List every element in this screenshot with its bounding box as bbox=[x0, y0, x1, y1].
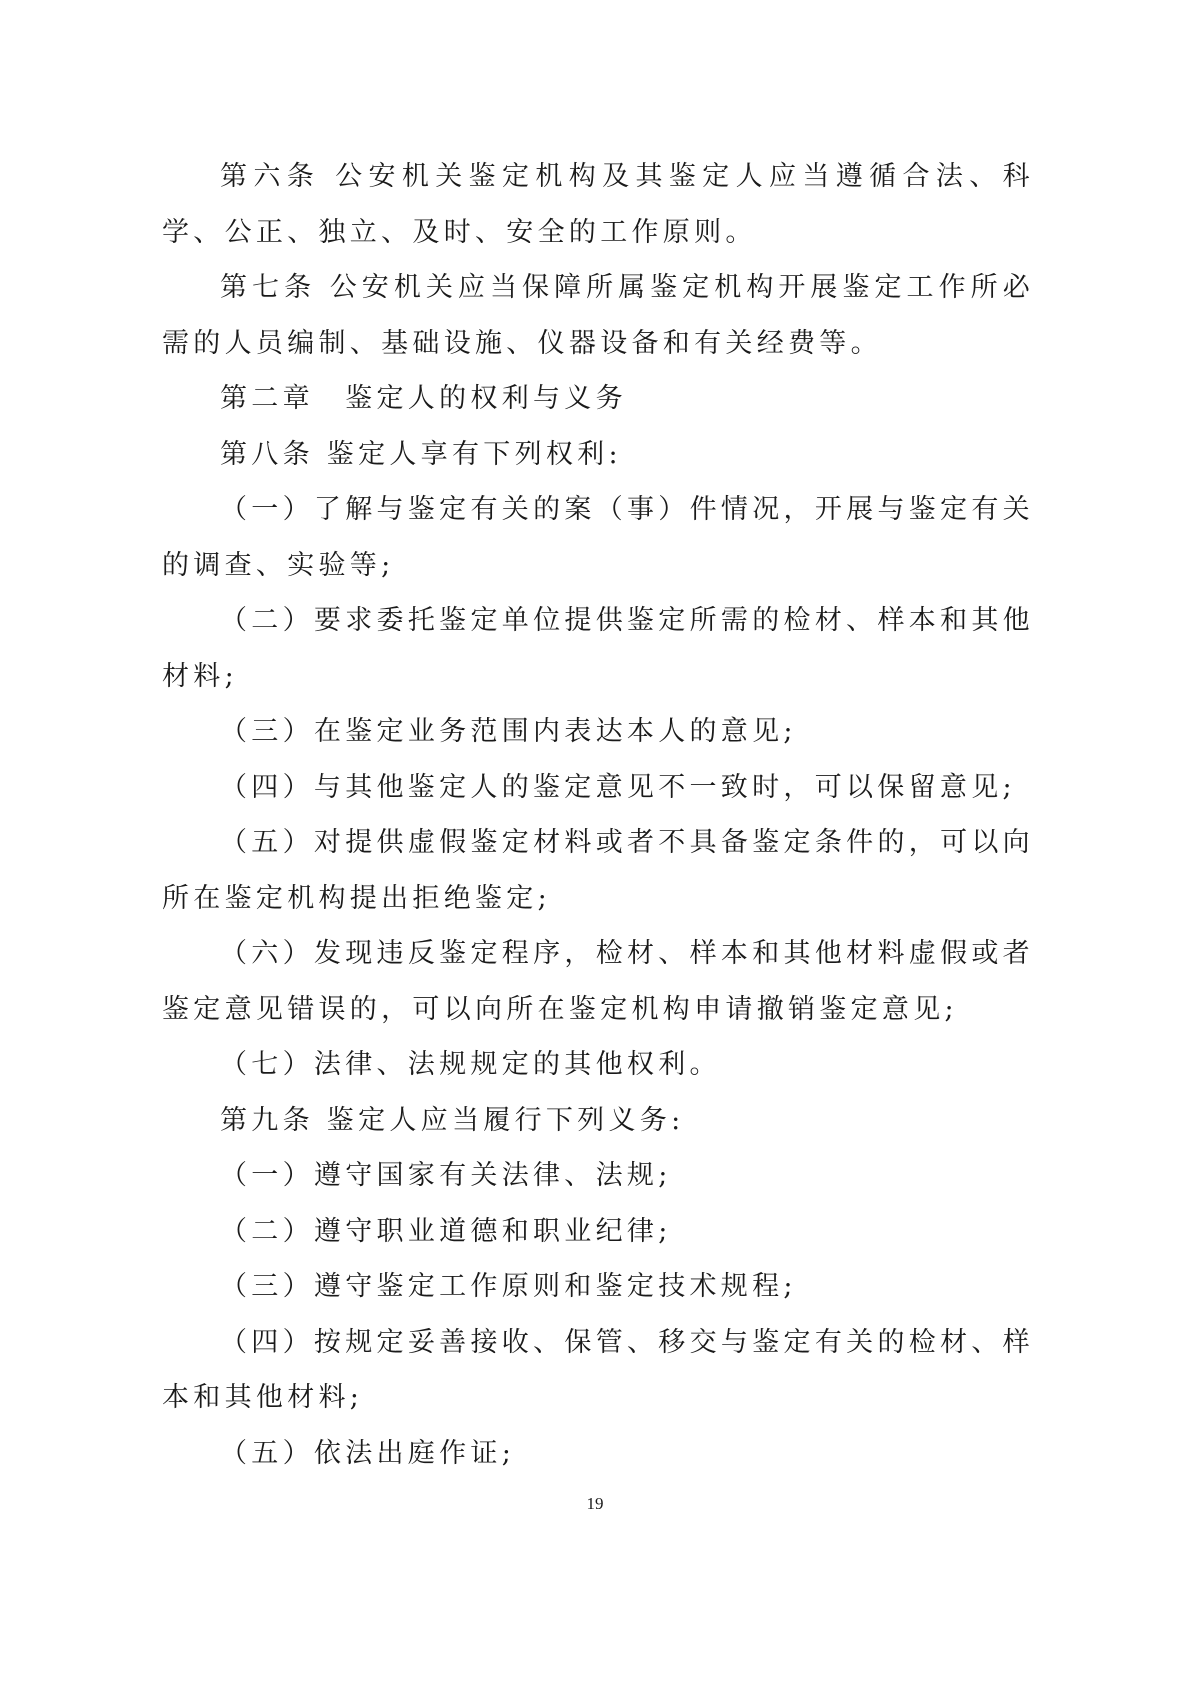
article-8-item-2: （二）要求委托鉴定单位提供鉴定所需的检材、样本和其他材料; bbox=[162, 605, 1034, 692]
article-8-item-5: （五）对提供虚假鉴定材料或者不具备鉴定条件的，可以向所在鉴定机构提出拒绝鉴定; bbox=[162, 827, 1034, 914]
article-8-item-6: （六）发现违反鉴定程序，检材、样本和其他材料虚假或者鉴定意见错误的，可以向所在鉴定机构申请撤销鉴定意见; bbox=[162, 938, 1034, 1025]
article-9-item-4: （四）按规定妥善接收、保管、移交与鉴定有关的检材、样本和其他材料; bbox=[162, 1326, 1034, 1413]
article-9-item-1: （一）遵守国家有关法律、法规; bbox=[220, 1160, 672, 1191]
article-8-item-1: （一）了解与鉴定有关的案（事）件情况，开展与鉴定有关的调查、实验等; bbox=[162, 494, 1034, 581]
article-9-item-2: （二）遵守职业道德和职业纪律; bbox=[220, 1215, 672, 1247]
article-8-item-7: （七）法律、法规规定的其他权利。 bbox=[220, 1049, 721, 1080]
article-7-paragraph: 第七条 公安机关应当保障所属鉴定机构开展鉴定工作所必需的人员编制、基础设施、仪器设备和有关经费等。 bbox=[162, 272, 1034, 359]
chapter-2-heading: 第二章 鉴定人的权利与义务 bbox=[220, 383, 627, 414]
article-9-item-3: （三）遵守鉴定工作原则和鉴定技术规程; bbox=[220, 1271, 797, 1302]
document-body bbox=[162, 149, 1034, 1481]
article-8-item-4: （四）与其他鉴定人的鉴定意见不一致时，可以保留意见; bbox=[220, 771, 1016, 803]
article-6-paragraph: 第六条 公安机关鉴定机构及其鉴定人应当遵循合法、科学、公正、独立、及时、安全的工作原则。 bbox=[162, 161, 1034, 248]
article-8-item-3: （三）在鉴定业务范围内表达本人的意见; bbox=[220, 716, 797, 747]
article-9-item-5: （五）依法出庭作证; bbox=[220, 1437, 516, 1469]
article-8-paragraph: 第八条 鉴定人享有下列权利: bbox=[220, 438, 622, 470]
page-number: 19 bbox=[586, 1494, 604, 1513]
article-9-paragraph: 第九条 鉴定人应当履行下列义务: bbox=[220, 1104, 685, 1136]
